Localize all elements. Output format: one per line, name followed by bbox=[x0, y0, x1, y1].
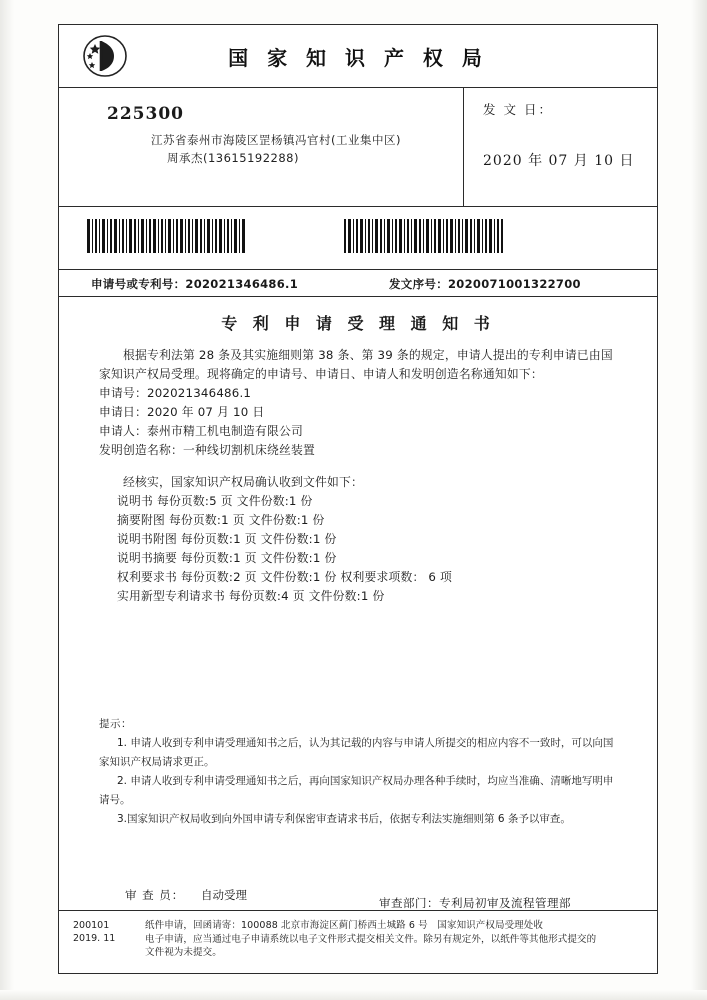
intro-paragraph: 根据专利法第 28 条及其实施细则第 38 条、第 39 条的规定，申请人提出的专利申请已由国家知识产权局受理。现将确定的申请号、申请日、申请人和发明创造名称通知如下： bbox=[99, 348, 613, 381]
body-gap bbox=[99, 460, 617, 473]
examiner-value: 自动受理 bbox=[201, 888, 247, 902]
footer-text-line-1: 纸件申请，回函请寄：100088 北京市海淀区蓟门桥西土城路 6 号 国家知识产权局受理处收 bbox=[145, 920, 543, 931]
barcode-dispatch-number bbox=[344, 219, 504, 253]
field-applicant: 申请人：泰州市精工机电制造有限公司 bbox=[99, 424, 303, 438]
document-header bbox=[59, 25, 657, 88]
department-label: 审查部门：专利局初审及流程管理部 bbox=[379, 896, 571, 910]
issue-date-label: 发 文 日： bbox=[483, 102, 553, 117]
document-item: 摘要附图 每份页数:1 页 文件份数:1 份 bbox=[117, 513, 325, 527]
footer-text-line-3: 文件视为未提交。 bbox=[145, 947, 222, 958]
addressee-block bbox=[59, 88, 657, 207]
numbers-row bbox=[59, 270, 657, 297]
notice-title: 专 利 申 请 受 理 通 知 书 bbox=[221, 314, 495, 333]
document-item: 说明书 每份页数:5 页 文件份数:1 份 bbox=[117, 494, 313, 508]
issue-date-value: 2020 年 07 月 10 日 bbox=[483, 153, 635, 169]
national-emblem-icon bbox=[81, 34, 129, 78]
postcode: 225300 bbox=[107, 104, 184, 124]
footer-code-line-1: 200101 bbox=[73, 920, 110, 931]
document-item: 权利要求书 每份页数:2 页 文件份数:1 份 权利要求项数： 6 项 bbox=[117, 570, 453, 584]
notes-section bbox=[99, 715, 619, 829]
note-item: 1. 申请人收到专利申请受理通知书之后，认为其记载的内容与申请人所提交的相应内容不一致时，可以向国家知识产权局请求更正。 bbox=[99, 737, 614, 768]
footer-text bbox=[145, 919, 645, 960]
footer-code bbox=[73, 919, 115, 945]
document-item: 说明书摘要 每份页数:1 页 文件份数:1 份 bbox=[117, 551, 337, 565]
note-item: 3.国家知识产权局收到向外国申请专利保密审查请求书后，依据专利法实施细则第 6 条予以审查。 bbox=[117, 813, 571, 825]
scan-edge-bottom bbox=[0, 990, 707, 1000]
page-title: 国 家 知 识 产 权 局 bbox=[228, 45, 488, 70]
notes-title: 提示： bbox=[99, 718, 132, 730]
note-item: 2. 申请人收到专利申请受理通知书之后，再向国家知识产权局办理各种手续时，均应当准确、清晰地写明申请号。 bbox=[99, 775, 614, 806]
barcode-application-number bbox=[87, 219, 247, 253]
document-body bbox=[59, 334, 657, 606]
document-footer bbox=[59, 910, 657, 973]
document-item: 实用新型专利请求书 每份页数:4 页 文件份数:1 份 bbox=[117, 589, 385, 603]
barcode-row bbox=[59, 207, 657, 270]
documents-intro: 经核实，国家知识产权局确认收到文件如下： bbox=[123, 475, 363, 489]
scan-edge-left bbox=[0, 0, 14, 1000]
address-line-1: 江苏省泰州市海陵区罡杨镇冯官村(工业集中区) bbox=[151, 133, 401, 147]
field-application-number: 申请号：202021346486.1 bbox=[99, 386, 252, 400]
footer-code-line-2: 2019. 11 bbox=[73, 933, 116, 944]
dispatch-number: 发文序号：2020071001322700 bbox=[389, 277, 581, 291]
vertical-divider bbox=[463, 88, 464, 206]
notice-document bbox=[58, 24, 658, 974]
document-item: 说明书附图 每份页数:1 页 文件份数:1 份 bbox=[117, 532, 337, 546]
address-line-2: 周承杰(13615192288) bbox=[167, 151, 299, 165]
footer-text-line-2: 电子申请，应当通过电子申请系统以电子文件形式提交相关文件。除另有规定外，以纸件等其他形式提交的 bbox=[145, 933, 597, 945]
field-application-date: 申请日：2020 年 07 月 10 日 bbox=[99, 405, 265, 419]
scan-edge-right bbox=[691, 0, 707, 1000]
field-invention-title: 发明创造名称：一种线切割机床绕丝装置 bbox=[99, 443, 315, 457]
examiner-label: 审 查 员： bbox=[125, 888, 185, 902]
application-number: 申请号或专利号：202021346486.1 bbox=[91, 277, 298, 291]
